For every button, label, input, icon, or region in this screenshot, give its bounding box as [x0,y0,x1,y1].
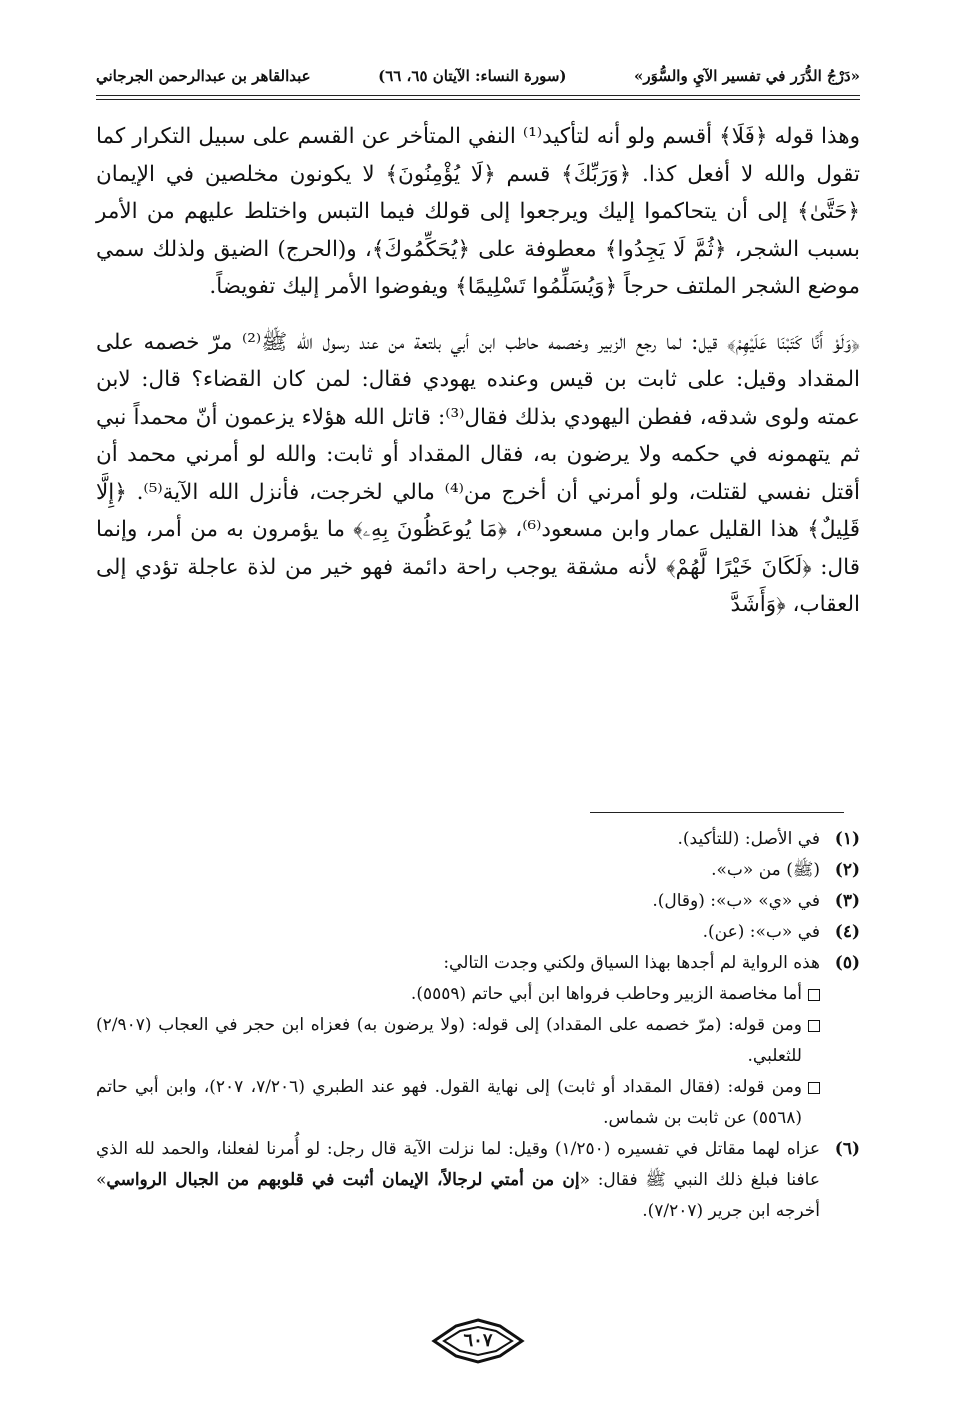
footnote-number: (١) [834,829,860,849]
footnote-text-part: عزاه لهما مقاتل في تفسيره (١/٢٥٠) وقيل: لما نزلت الآية قال رجل: لو أُمرنا لفعلنا، والحمد لله الذي عافنا فبلغ ذلك النبي ﷺ فقال: « [96,1139,821,1190]
footnote-rule [590,812,844,813]
footnotes [96,824,860,1227]
footnote-text: في الأصل: (للتأكيد). [677,829,820,849]
book-title: «دَرْجُ الدُّرَر في تفسير الآيِ والسُّوَر» [633,67,860,85]
footnote-number: (٥) [834,953,860,973]
footnote-text: في «ب»: (عن). [702,922,820,942]
paragraph-2: ﴿وَلَوْ أَنَّا كَتَبْنَا عَلَيْهِمْ﴾ قيل: لما رجع الزبير وخصمه حاطب ابن أبي بلتعة من عند رسول الله ﷺ⁽²⁾ مرّ خصمه على المقداد وقيل: على ثابت بن قيس وعنده يهودي فقال: لمن كان القضاء؟ قال: لابن عمته ولوى شدقه، ففطن اليهودي بذلك فقال⁽³⁾: قاتل الله هؤلاء يزعمون أنّ محمداً نبي ثم يتهمونه في حكمه ولا يرضون به، فقال المقداد أو ثابت: والله لو أمرني محمد أن أقتل نفسي لقتلت، ولو أمرني أن أخرج من⁽⁴⁾ مالي لخرجت، فأنزل الله الآية⁽⁵⁾. ﴿إِلَّا قَلِيلٌ﴾ هذا القليل عمار وابن مسعود⁽⁶⁾، ﴿مَا يُوعَظُونَ بِهِۦ﴾ ما يؤمرون به من أمر، وإنما قال: ﴿لَكَانَ خَيْرًا لَّهُمْ﴾ لأنه مشقة يوجب راحة دائمة فهو خير من لذة عاجلة تؤدي إلى العقاب، ﴿وَأَشَدَّ [96,329,861,617]
header-rule [96,95,860,100]
footnote-number: (٣) [834,891,860,911]
footnote-3 [96,886,860,917]
footnote-number: (٦) [834,1139,860,1159]
footnote-number: (٢) [834,860,860,880]
footnote-5 [96,948,860,979]
author-name: عبدالقاهر بن عبدالرحمن الجرجاني [96,67,311,85]
running-header [96,60,860,92]
footnote-text: (ﷺ) من «ب». [711,860,820,880]
square-bullet-icon [808,989,820,1001]
footnote-5-item [96,1072,820,1134]
footnote-text: في «ي» «ب»: (وقال). [652,891,820,911]
footnote-text: هذه الرواية لم أجدها بهذا السياق ولكني وجدت التالي: [443,953,820,973]
footnote-5-item [96,979,820,1010]
footnote-text [96,1134,820,1227]
surah-info: (سورة النساء: الآيتان ٦٥، ٦٦) [378,67,567,85]
hadith-quote: إن من أمتي لرجالاً، الإيمان أثبت في قلوبهم من الجبال الرواسي [106,1170,580,1190]
footnote-2 [96,855,860,886]
footnote-5-item [96,1010,820,1072]
footnote-item-text: أما مخاصمة الزبير وحاطب فرواها ابن أبي حاتم (٥٥٥٩). [410,984,802,1004]
square-bullet-icon [808,1020,820,1032]
main-text [96,118,860,624]
footnote-6 [96,1134,860,1227]
page-number: ٦٠٧ [463,1330,493,1351]
paragraph-1: وهذا قوله ﴿فَلَا﴾ أقسم ولو أنه لتأكيد⁽¹⁾ النفي المتأخر عن القسم على سبيل التكرار كما تقول والله لا أفعل كذا. ﴿وَرَبِّكَ﴾ قسم ﴿لَا يُؤْمِنُونَ﴾ لا يكونون مخلصين في الإيمان ﴿حَتَّىٰ﴾ إلى أن يتحاكموا إليك ويرجعوا إلى قولك فيما التبس واختلط عليهم من الأمر بسبب الشجر، ﴿ثُمَّ لَا يَجِدُوا﴾ معطوفة على ﴿يُحَكِّمُوكَ﴾، و(الحرج) الضيق ولذلك سمي موضع الشجر الملتف حرجاً ﴿وَيُسَلِّمُوا تَسْلِيمًا﴾ ويفوضوا الأمر إليك تفويضاً. [96,124,860,299]
footnote-number: (٤) [834,922,860,942]
footnote-item-text: ومن قوله: (مرّ خصمه على المقداد) إلى قوله: (ولا يرضون به) فعزاه ابن حجر في العجاب (٢/٩٠٧) للثعلبي. [96,1015,802,1066]
square-bullet-icon [808,1082,820,1094]
footnote-1 [96,824,860,855]
footnote-item-text: ومن قوله: (فقال المقداد أو ثابت) إلى نهاية القول. فهو عند الطبري (٧/٢٠٦، ٢٠٧)، وابن أبي حاتم (٥٥٦٨) عن ثابت بن شماس. [96,1077,803,1128]
footnote-text-part: » أخرجه ابن جرير (٧/٢٠٧). [96,1170,820,1221]
footnote-4 [96,917,860,948]
